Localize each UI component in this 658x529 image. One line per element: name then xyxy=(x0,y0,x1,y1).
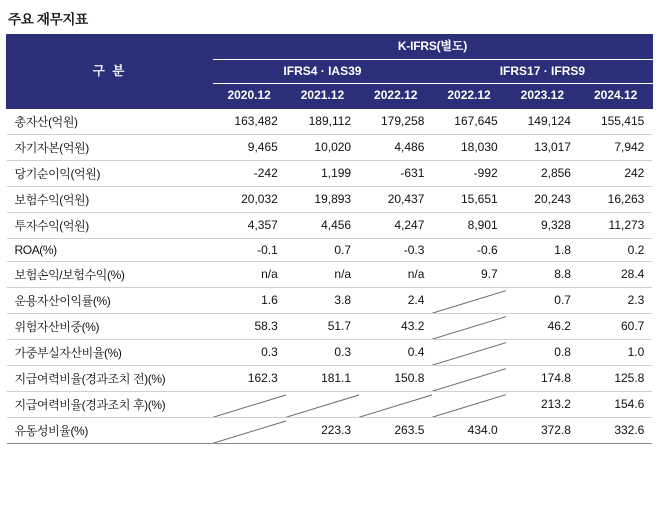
table-row xyxy=(7,261,653,287)
cell-empty-strike xyxy=(359,391,432,417)
cell-value: 332.6 xyxy=(579,417,652,443)
row-label: 투자수익(억원) xyxy=(7,212,213,238)
diagonal-strike-icon xyxy=(359,392,432,417)
cell-value: 174.8 xyxy=(506,365,579,391)
cell-value: 8,901 xyxy=(432,212,505,238)
cell-value: 1,199 xyxy=(286,160,359,186)
header-kifrs-label: K-IFRS(별도) xyxy=(213,35,653,60)
cell-empty-strike xyxy=(286,391,359,417)
cell-value: n/a xyxy=(359,261,432,287)
diagonal-strike-icon xyxy=(213,392,286,417)
diagonal-strike-icon xyxy=(432,366,505,391)
cell-value: 11,273 xyxy=(579,212,652,238)
header-year-2022-12-ifrs17: 2022.12 xyxy=(432,84,505,109)
cell-value: 1.0 xyxy=(579,339,652,365)
row-label: 위험자산비중(%) xyxy=(7,313,213,339)
cell-value: 372.8 xyxy=(506,417,579,443)
cell-value: 4,486 xyxy=(359,134,432,160)
cell-empty-strike xyxy=(432,391,505,417)
table-row xyxy=(7,238,653,261)
cell-value: 0.3 xyxy=(286,339,359,365)
table-row xyxy=(7,212,653,238)
cell-value: 16,263 xyxy=(579,186,652,212)
cell-value: 4,456 xyxy=(286,212,359,238)
cell-value: 242 xyxy=(579,160,652,186)
cell-value: 20,437 xyxy=(359,186,432,212)
cell-value: 13,017 xyxy=(506,134,579,160)
cell-value: 163,482 xyxy=(213,108,286,134)
cell-value: 150.8 xyxy=(359,365,432,391)
table-row xyxy=(7,134,653,160)
cell-empty-strike xyxy=(432,287,505,313)
cell-value: 0.7 xyxy=(286,238,359,261)
diagonal-strike-icon xyxy=(432,314,505,339)
cell-value: 51.7 xyxy=(286,313,359,339)
header-year-2023-12: 2023.12 xyxy=(506,84,579,109)
row-label: 자기자본(억원) xyxy=(7,134,213,160)
cell-value: 1.6 xyxy=(213,287,286,313)
header-group-ifrs17: IFRS17 · IFRS9 xyxy=(432,59,652,84)
cell-value: 9.7 xyxy=(432,261,505,287)
table-row xyxy=(7,391,653,417)
cell-value: 15,651 xyxy=(432,186,505,212)
cell-value: 60.7 xyxy=(579,313,652,339)
cell-value: 9,465 xyxy=(213,134,286,160)
cell-value: 0.3 xyxy=(213,339,286,365)
cell-value: 179,258 xyxy=(359,108,432,134)
cell-value: n/a xyxy=(213,261,286,287)
row-label: 지급여력비율(경과조치 전)(%) xyxy=(7,365,213,391)
row-label: 유동성비율(%) xyxy=(7,417,213,443)
cell-value: 7,942 xyxy=(579,134,652,160)
cell-value: n/a xyxy=(286,261,359,287)
cell-value: -0.3 xyxy=(359,238,432,261)
table-row xyxy=(7,339,653,365)
row-label: ROA(%) xyxy=(7,238,213,261)
table-row xyxy=(7,186,653,212)
cell-value: 9,328 xyxy=(506,212,579,238)
table-row xyxy=(7,160,653,186)
cell-value: 434.0 xyxy=(432,417,505,443)
cell-value: 20,243 xyxy=(506,186,579,212)
cell-empty-strike xyxy=(432,365,505,391)
table-row xyxy=(7,287,653,313)
financial-indicators-table xyxy=(6,34,653,444)
cell-value: 2,856 xyxy=(506,160,579,186)
cell-value: 189,112 xyxy=(286,108,359,134)
row-label: 지급여력비율(경과조치 후)(%) xyxy=(7,391,213,417)
cell-value: 46.2 xyxy=(506,313,579,339)
cell-value: 213.2 xyxy=(506,391,579,417)
row-label: 총자산(억원) xyxy=(7,108,213,134)
row-label: 보험수익(억원) xyxy=(7,186,213,212)
cell-value: 155,415 xyxy=(579,108,652,134)
cell-value: 0.2 xyxy=(579,238,652,261)
table-header xyxy=(7,35,653,109)
cell-value: 0.7 xyxy=(506,287,579,313)
cell-value: 263.5 xyxy=(359,417,432,443)
header-year-2022-12-ifrs4: 2022.12 xyxy=(359,84,432,109)
diagonal-strike-icon xyxy=(432,288,505,313)
cell-value: -0.1 xyxy=(213,238,286,261)
cell-value: 8.8 xyxy=(506,261,579,287)
cell-value: 181.1 xyxy=(286,365,359,391)
table-body xyxy=(7,108,653,443)
cell-value: 223.3 xyxy=(286,417,359,443)
cell-value: 162.3 xyxy=(213,365,286,391)
cell-value: 2.4 xyxy=(359,287,432,313)
table-row xyxy=(7,313,653,339)
cell-value: 28.4 xyxy=(579,261,652,287)
cell-value: 125.8 xyxy=(579,365,652,391)
cell-value: 19,893 xyxy=(286,186,359,212)
row-label: 가중부실자산비율(%) xyxy=(7,339,213,365)
header-row-standard xyxy=(7,35,653,60)
table-row xyxy=(7,365,653,391)
cell-value: 3.8 xyxy=(286,287,359,313)
cell-empty-strike xyxy=(213,417,286,443)
cell-empty-strike xyxy=(432,339,505,365)
page-title: 주요 재무지표 xyxy=(8,12,88,27)
cell-value: 4,357 xyxy=(213,212,286,238)
cell-value: 1.8 xyxy=(506,238,579,261)
cell-empty-strike xyxy=(213,391,286,417)
cell-empty-strike xyxy=(432,313,505,339)
cell-value: 18,030 xyxy=(432,134,505,160)
row-label: 당기순이익(억원) xyxy=(7,160,213,186)
header-group-ifrs4: IFRS4 · IAS39 xyxy=(213,59,433,84)
header-year-2020-12: 2020.12 xyxy=(213,84,286,109)
cell-value: 58.3 xyxy=(213,313,286,339)
header-division-label: 구 분 xyxy=(7,35,213,109)
cell-value: 149,124 xyxy=(506,108,579,134)
cell-value: 2.3 xyxy=(579,287,652,313)
row-label: 운용자산이익률(%) xyxy=(7,287,213,313)
cell-value: 154.6 xyxy=(579,391,652,417)
diagonal-strike-icon xyxy=(286,392,359,417)
row-label: 보험손익/보험수익(%) xyxy=(7,261,213,287)
cell-value: 20,032 xyxy=(213,186,286,212)
table-row xyxy=(7,108,653,134)
cell-value: 0.4 xyxy=(359,339,432,365)
cell-value: -631 xyxy=(359,160,432,186)
header-year-2024-12: 2024.12 xyxy=(579,84,652,109)
diagonal-strike-icon xyxy=(213,418,286,443)
diagonal-strike-icon xyxy=(432,340,505,365)
cell-value: 0.8 xyxy=(506,339,579,365)
table-row xyxy=(7,417,653,443)
cell-value: 10,020 xyxy=(286,134,359,160)
diagonal-strike-icon xyxy=(432,392,505,417)
cell-value: -0.6 xyxy=(432,238,505,261)
cell-value: 43.2 xyxy=(359,313,432,339)
cell-value: 167,645 xyxy=(432,108,505,134)
header-year-2021-12: 2021.12 xyxy=(286,84,359,109)
cell-value: -242 xyxy=(213,160,286,186)
cell-value: -992 xyxy=(432,160,505,186)
cell-value: 4,247 xyxy=(359,212,432,238)
